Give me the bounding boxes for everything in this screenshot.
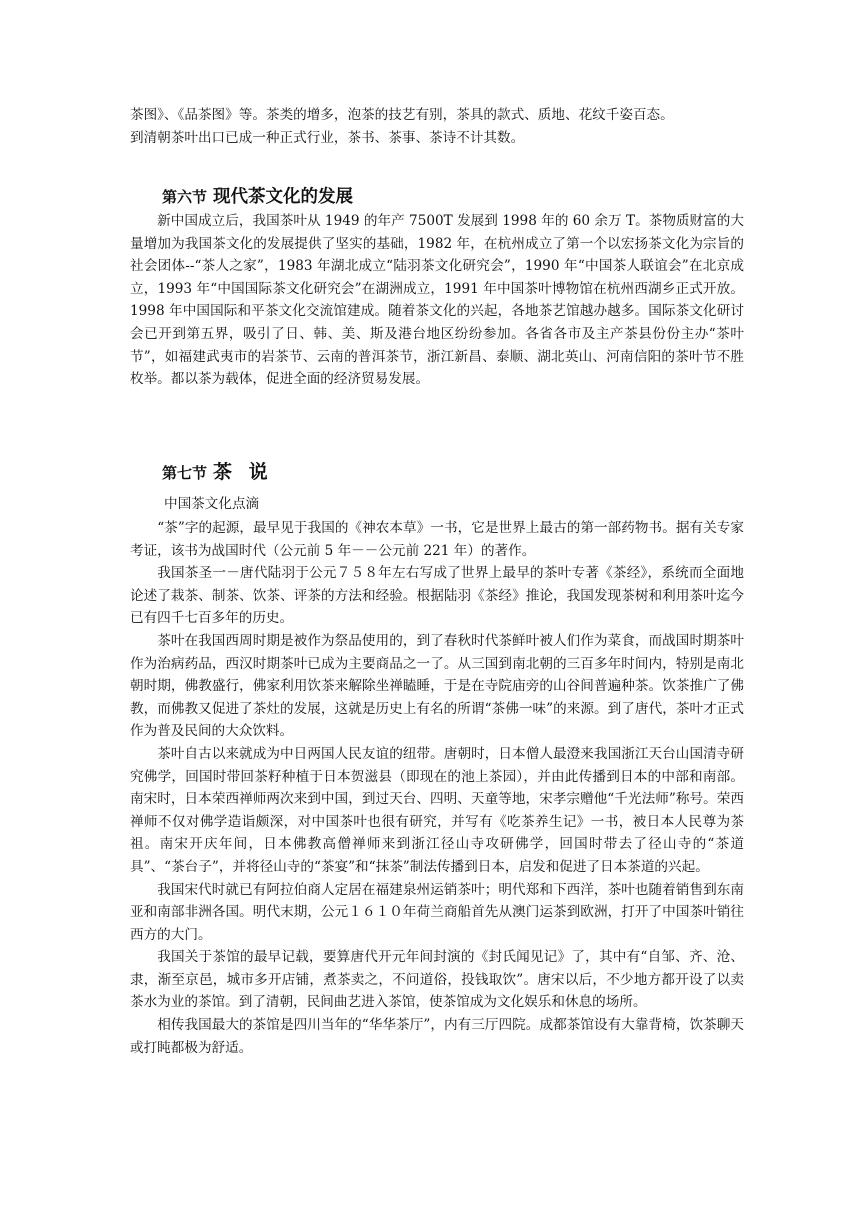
paragraph: 茶叶在我国西周时期是被作为祭品使用的，到了春秋时代茶鲜叶被人们作为菜食，而战国时期茶叶作为治病药品，西汉时期茶叶已成为主要商品之一了。从三国到南北朝的三百多年时间内，特别是南北朝时期，佛教盛行，佛家利用饮茶来解除坐禅瞌睡，于是在寺院庙旁的山谷间普遍种茶。饮茶推广了佛教，而佛教又促进了茶灶的发展，这就是历史上有名的所谓“茶佛一味”的来源。到了唐代，茶叶才正式作为普及民间的大众饮料。 bbox=[130, 632, 744, 740]
paragraph: 新中国成立后，我国茶叶从 1949 的年产 7500T 发展到 1998 年的 60 余万 T。茶物质财富的大量增加为我国茶文化的发展提供了坚实的基础，1982 年，在杭州成立了第一个以宏扬茶文化为宗旨的社会团体--“茶人之家”，1983 年湖北成立“陆羽茶文化研究会”，1990 年“中国茶人联谊会”在北京成立，1993 年“中国国际茶文化研究会”在湖洲成立，1991 年中国茶叶博物馆在杭州西湖乡正式开放。1998 年中国国际和平茶文化交流馆建成。随着茶文化的兴起，各地茶艺馆越办越多。国际茶文化研讨会已开到第五界，吸引了日、韩、美、斯及港台地区纷纷参加。各省各市及主产茶县份份主办“茶叶节”，如福建武夷市的岩茶节、云南的普洱茶节，浙江新昌、泰顺、湖北英山、河南信阳的茶叶节不胜枚举。都以茶为载体，促进全面的经济贸易发展。 bbox=[130, 213, 744, 388]
paragraph: 我国关于茶馆的最早记载，要算唐代开元年间封演的《封氏闻见记》了，其中有“自邹、齐、沧、隶，渐至京邑，城市多开店铺，煮茶卖之，不问道俗，投钱取饮”。唐宋以后，不少地方都开设了以卖茶水为业的茶馆。到了清朝，民间曲艺进入茶馆，使茶馆成为文化娱乐和休息的场所。 bbox=[130, 949, 744, 1011]
paragraph: 相传我国最大的茶馆是四川当年的“华华茶厅”，内有三厅四院。成都茶馆设有大靠背椅，饮茶聊天或打盹都极为舒适。 bbox=[130, 1017, 744, 1056]
section-7-number: 第七节 bbox=[162, 464, 208, 482]
section-7-heading bbox=[162, 456, 273, 484]
paragraph: 茶叶自古以来就成为中日两国人民友谊的纽带。唐朝时，日本僧人最澄来我国浙江天台山国清寺研究佛学，回国时带回茶籽种植于日本贺滋县（即现在的池上茶园），并由此传播到日本的中部和南部。南宋时，日本荣西禅师两次来到中国，到过天台、四明、天童等地，宋孝宗赠他“千光法师”称号。荣西禅师不仅对佛学造诣颇深，对中国茶叶也很有研究，并写有《吃茶养生记》一书，被日本人民尊为茶祖。南宋开庆年间，日本佛教高僧禅师来到浙江径山寺攻研佛学，回国时带去了径山寺的“茶道具”、“茶台子”，并将径山寺的“茶宴”和“抹茶”制法传播到日本，启发和促进了日本茶道的兴起。 bbox=[130, 745, 744, 875]
section-7-subtitle: 中国茶文化点滴 bbox=[164, 496, 260, 512]
section-6-body bbox=[130, 210, 744, 391]
intro-text bbox=[130, 104, 744, 149]
paragraph: 我国宋代时就已有阿拉伯商人定居在福建泉州运销茶叶；明代郑和下西洋，茶叶也随着销售到东南亚和南部非洲各国。明代末期，公元１６１０年荷兰商船首先从澳门运茶到欧洲，打开了中国茶叶销往西方的大门。 bbox=[130, 881, 744, 943]
paragraph: “茶”字的起源，最早见于我国的《神农本草》一书，它是世界上最古的第一部药物书。据有关专家考证，该书为战国时代（公元前 5 年－－公元前 221 年）的著作。 bbox=[130, 520, 744, 559]
section-6-title: 现代茶文化的发展 bbox=[213, 187, 354, 207]
intro-line: 茶图》、《品茶图》等。茶类的增多，泡茶的技艺有别，茶具的款式、质地、花纹千姿百态。 bbox=[130, 107, 674, 123]
section-6-heading bbox=[162, 180, 353, 208]
intro-line: 到清朝茶叶出口已成一种正式行业，茶书、茶事、茶诗不计其数。 bbox=[130, 129, 525, 146]
section-7-title: 茶 说 bbox=[213, 461, 273, 483]
section-7-body bbox=[130, 517, 744, 1059]
section-6-number: 第六节 bbox=[162, 188, 208, 206]
paragraph: 我国茶圣一－唐代陆羽于公元７５８年左右写成了世界上最早的茶叶专著《茶经》，系统而全面地论述了栽茶、制茶、饮茶、评茶的方法和经验。根据陆羽《茶经》推论，我国发现茶树和利用茶叶迄今已有四千七百多年的历史。 bbox=[130, 565, 744, 627]
